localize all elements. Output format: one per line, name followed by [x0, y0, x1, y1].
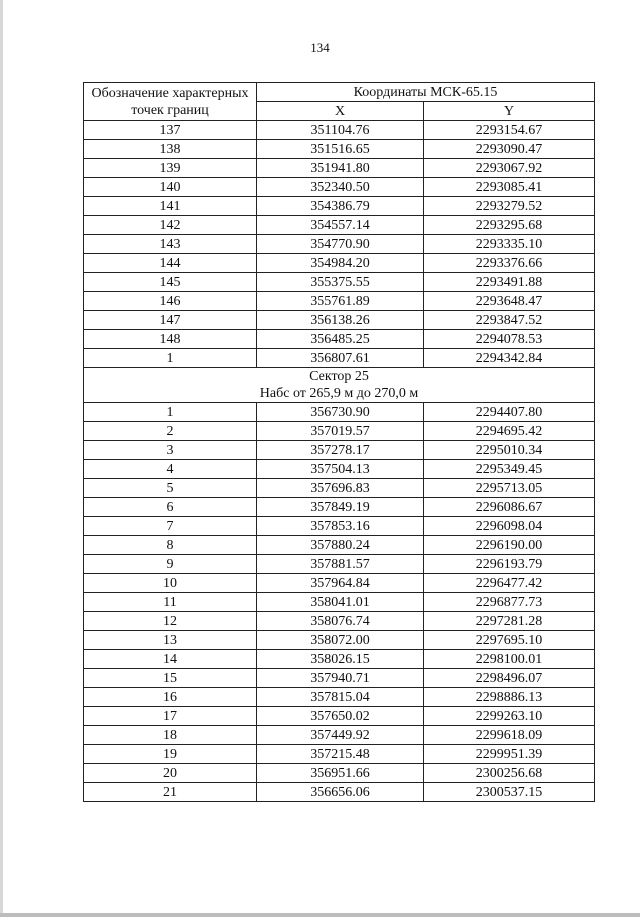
- rows-before-sector: [84, 121, 595, 368]
- table-row: [84, 650, 595, 669]
- table-row: [84, 178, 595, 197]
- point-number-cell: 2: [84, 422, 257, 441]
- point-number-cell: 17: [84, 707, 257, 726]
- x-coordinate-cell: 357019.57: [257, 422, 424, 441]
- point-number-cell: 10: [84, 574, 257, 593]
- y-coordinate-cell: 2293295.68: [424, 216, 595, 235]
- point-number-cell: 1: [84, 403, 257, 422]
- table-row: [84, 745, 595, 764]
- y-coordinate-cell: 2296190.00: [424, 536, 595, 555]
- table-row: [84, 555, 595, 574]
- table-row: [84, 688, 595, 707]
- x-coordinate-cell: 357278.17: [257, 441, 424, 460]
- point-number-cell: 21: [84, 783, 257, 802]
- y-coordinate-cell: 2293335.10: [424, 235, 595, 254]
- x-coordinate-cell: 354984.20: [257, 254, 424, 273]
- point-number-cell: 140: [84, 178, 257, 197]
- x-coordinate-cell: 354770.90: [257, 235, 424, 254]
- table-row: [84, 460, 595, 479]
- sector-row: [84, 368, 595, 403]
- point-number-cell: 145: [84, 273, 257, 292]
- table-row: [84, 349, 595, 368]
- x-coordinate-cell: 358072.00: [257, 631, 424, 650]
- table-row: [84, 669, 595, 688]
- table-row: [84, 726, 595, 745]
- sector-title: Сектор 25: [309, 369, 369, 384]
- y-coordinate-cell: 2293491.88: [424, 273, 595, 292]
- table-row: [84, 159, 595, 178]
- table-row: [84, 273, 595, 292]
- table-row: [84, 422, 595, 441]
- sector-subtitle: Набс от 265,9 м до 270,0 м: [259, 386, 419, 401]
- point-number-cell: 139: [84, 159, 257, 178]
- x-coordinate-cell: 358076.74: [257, 612, 424, 631]
- y-coordinate-cell: 2294695.42: [424, 422, 595, 441]
- table-row: [84, 330, 595, 349]
- y-coordinate-cell: 2293279.52: [424, 197, 595, 216]
- point-number-cell: 3: [84, 441, 257, 460]
- point-number-cell: 19: [84, 745, 257, 764]
- x-coordinate-cell: 355375.55: [257, 273, 424, 292]
- scan-bottom-edge: [0, 913, 640, 917]
- point-number-cell: 13: [84, 631, 257, 650]
- x-coordinate-cell: 351516.65: [257, 140, 424, 159]
- point-number-cell: 12: [84, 612, 257, 631]
- point-number-cell: 143: [84, 235, 257, 254]
- y-coordinate-cell: 2293085.41: [424, 178, 595, 197]
- rows-after-sector: [84, 403, 595, 802]
- y-coordinate-cell: 2298496.07: [424, 669, 595, 688]
- sector-block: [84, 368, 595, 403]
- x-coordinate-cell: 358026.15: [257, 650, 424, 669]
- point-number-cell: 16: [84, 688, 257, 707]
- table-row: [84, 517, 595, 536]
- x-coordinate-cell: 357940.71: [257, 669, 424, 688]
- y-coordinate-cell: 2295713.05: [424, 479, 595, 498]
- header-row: [84, 83, 595, 102]
- point-number-cell: 1: [84, 349, 257, 368]
- table-row: [84, 612, 595, 631]
- x-coordinate-cell: 356485.25: [257, 330, 424, 349]
- x-coordinate-cell: 356730.90: [257, 403, 424, 422]
- y-coordinate-cell: 2300256.68: [424, 764, 595, 783]
- table-row: [84, 403, 595, 422]
- x-coordinate-cell: 357215.48: [257, 745, 424, 764]
- table-row: [84, 574, 595, 593]
- x-coordinate-cell: 356138.26: [257, 311, 424, 330]
- table-row: [84, 140, 595, 159]
- y-coordinate-cell: 2296086.67: [424, 498, 595, 517]
- sector-heading: [84, 368, 595, 403]
- point-number-cell: 18: [84, 726, 257, 745]
- y-coordinate-cell: 2300537.15: [424, 783, 595, 802]
- y-coordinate-cell: 2294078.53: [424, 330, 595, 349]
- x-coordinate-cell: 357504.13: [257, 460, 424, 479]
- point-number-cell: 8: [84, 536, 257, 555]
- y-coordinate-cell: 2296098.04: [424, 517, 595, 536]
- y-coordinate-cell: 2295349.45: [424, 460, 595, 479]
- y-coordinate-cell: 2296477.42: [424, 574, 595, 593]
- x-coordinate-cell: 351104.76: [257, 121, 424, 140]
- table-row: [84, 707, 595, 726]
- x-coordinate-cell: 356807.61: [257, 349, 424, 368]
- point-number-cell: 142: [84, 216, 257, 235]
- y-column-header: Y: [424, 102, 595, 121]
- x-coordinate-cell: 357696.83: [257, 479, 424, 498]
- point-number-cell: 141: [84, 197, 257, 216]
- table-row: [84, 764, 595, 783]
- x-coordinate-cell: 354386.79: [257, 197, 424, 216]
- point-number-cell: 11: [84, 593, 257, 612]
- y-coordinate-cell: 2293648.47: [424, 292, 595, 311]
- y-coordinate-cell: 2294342.84: [424, 349, 595, 368]
- point-number-cell: 138: [84, 140, 257, 159]
- x-coordinate-cell: 352340.50: [257, 178, 424, 197]
- table-row: [84, 254, 595, 273]
- point-number-cell: 9: [84, 555, 257, 574]
- table-row: [84, 441, 595, 460]
- table-row: [84, 593, 595, 612]
- x-coordinate-cell: 358041.01: [257, 593, 424, 612]
- scan-left-edge: [0, 0, 3, 917]
- y-coordinate-cell: 2297695.10: [424, 631, 595, 650]
- page-number: 134: [310, 40, 330, 55]
- y-coordinate-cell: 2296193.79: [424, 555, 595, 574]
- x-coordinate-cell: 357964.84: [257, 574, 424, 593]
- coordinates-table: [83, 82, 595, 802]
- table-row: [84, 311, 595, 330]
- table-row: [84, 479, 595, 498]
- y-coordinate-cell: 2295010.34: [424, 441, 595, 460]
- y-coordinate-cell: 2296877.73: [424, 593, 595, 612]
- x-coordinate-cell: 351941.80: [257, 159, 424, 178]
- y-coordinate-cell: 2293067.92: [424, 159, 595, 178]
- x-coordinate-cell: 357880.24: [257, 536, 424, 555]
- table-row: [84, 292, 595, 311]
- y-coordinate-cell: 2294407.80: [424, 403, 595, 422]
- y-coordinate-cell: 2299263.10: [424, 707, 595, 726]
- table-row: [84, 121, 595, 140]
- x-coordinate-cell: 357815.04: [257, 688, 424, 707]
- point-number-cell: 148: [84, 330, 257, 349]
- x-coordinate-cell: 357449.92: [257, 726, 424, 745]
- point-number-cell: 15: [84, 669, 257, 688]
- y-coordinate-cell: 2293154.67: [424, 121, 595, 140]
- x-coordinate-cell: 355761.89: [257, 292, 424, 311]
- point-number-cell: 6: [84, 498, 257, 517]
- table-row: [84, 498, 595, 517]
- table-row: [84, 631, 595, 650]
- point-number-cell: 20: [84, 764, 257, 783]
- point-number-cell: 14: [84, 650, 257, 669]
- y-coordinate-cell: 2293847.52: [424, 311, 595, 330]
- table-row: [84, 197, 595, 216]
- x-column-header: X: [257, 102, 424, 121]
- table-row: [84, 536, 595, 555]
- point-number-cell: 7: [84, 517, 257, 536]
- table-row: [84, 783, 595, 802]
- point-number-cell: 144: [84, 254, 257, 273]
- point-number-cell: 4: [84, 460, 257, 479]
- table-row: [84, 216, 595, 235]
- point-number-cell: 5: [84, 479, 257, 498]
- y-coordinate-cell: 2293376.66: [424, 254, 595, 273]
- x-coordinate-cell: 356656.06: [257, 783, 424, 802]
- x-coordinate-cell: 357650.02: [257, 707, 424, 726]
- table-row: [84, 235, 595, 254]
- x-coordinate-cell: 357881.57: [257, 555, 424, 574]
- point-number-cell: 137: [84, 121, 257, 140]
- x-coordinate-cell: 354557.14: [257, 216, 424, 235]
- y-coordinate-cell: 2299951.39: [424, 745, 595, 764]
- y-coordinate-cell: 2298100.01: [424, 650, 595, 669]
- x-coordinate-cell: 357849.19: [257, 498, 424, 517]
- point-number-cell: 146: [84, 292, 257, 311]
- y-coordinate-cell: 2298886.13: [424, 688, 595, 707]
- point-column-header: Обозначение характерных точек границ: [84, 83, 257, 121]
- y-coordinate-cell: 2293090.47: [424, 140, 595, 159]
- y-coordinate-cell: 2297281.28: [424, 612, 595, 631]
- x-coordinate-cell: 356951.66: [257, 764, 424, 783]
- coordinates-header: Координаты МСК-65.15: [257, 83, 595, 102]
- x-coordinate-cell: 357853.16: [257, 517, 424, 536]
- point-number-cell: 147: [84, 311, 257, 330]
- y-coordinate-cell: 2299618.09: [424, 726, 595, 745]
